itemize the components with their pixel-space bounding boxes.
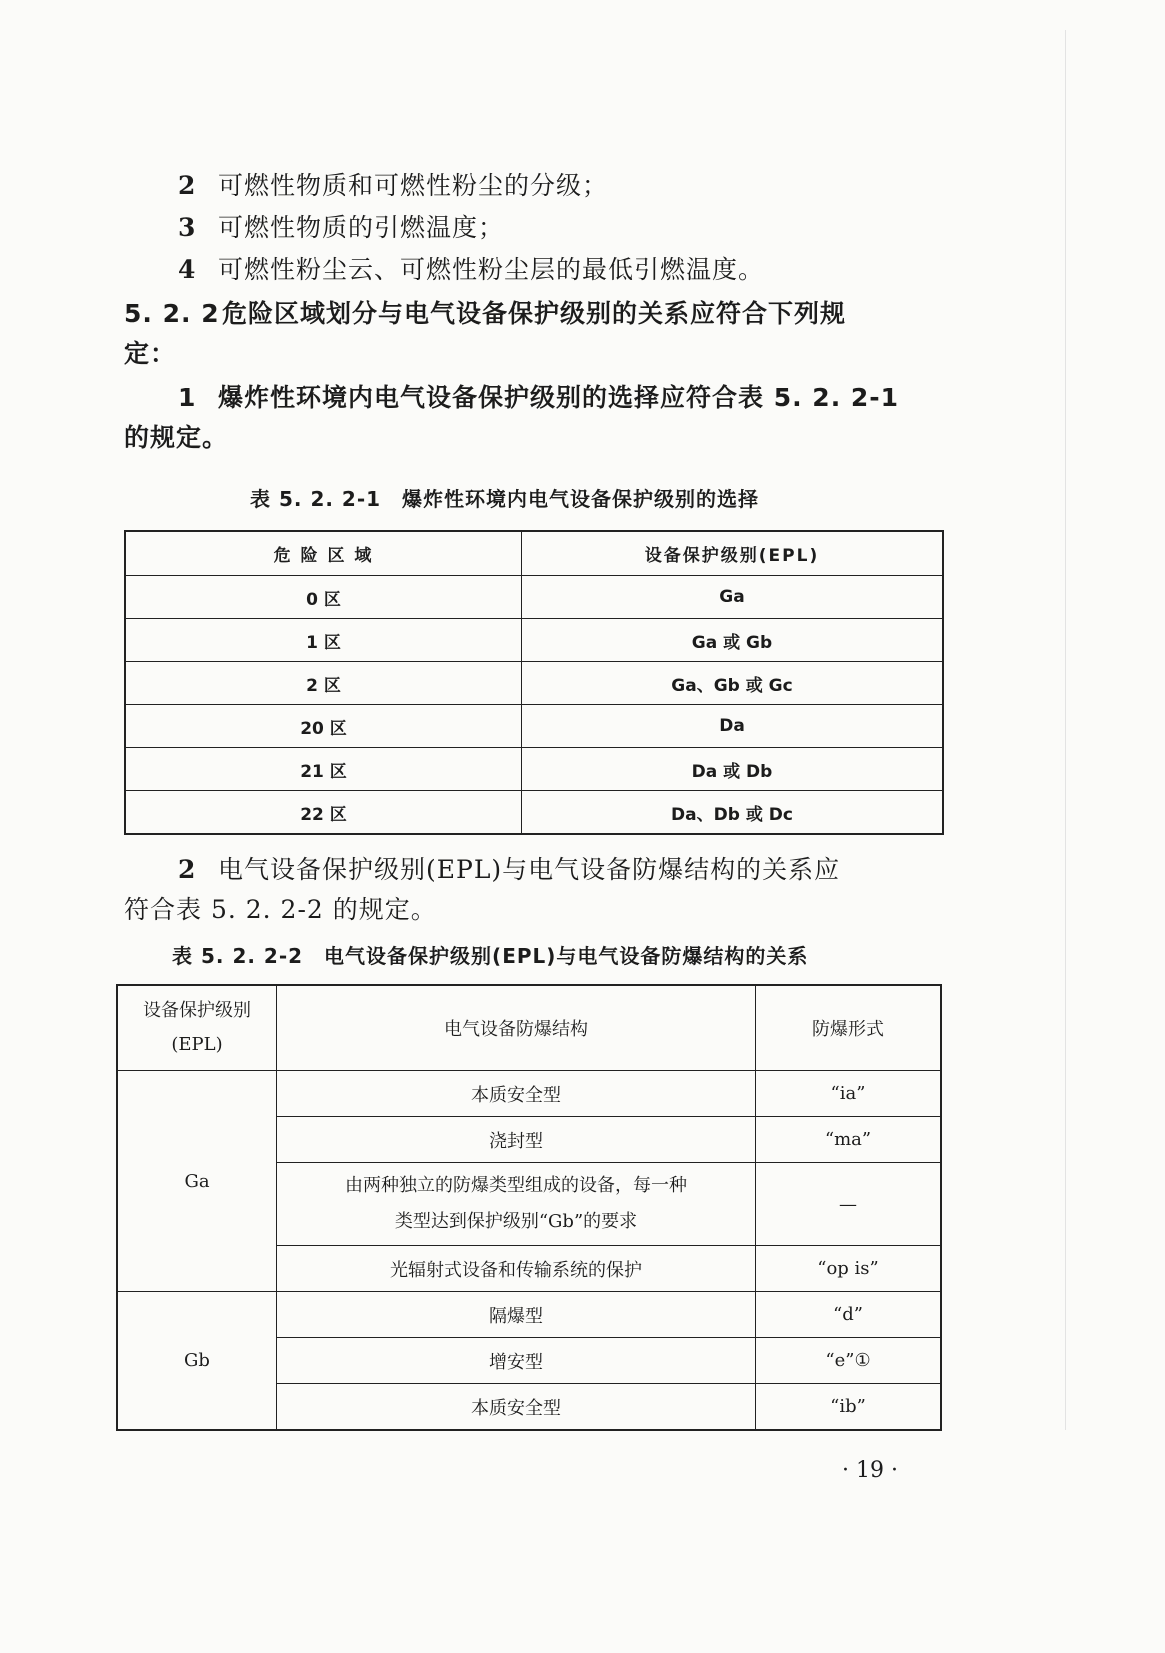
item-2: 2 电气设备保护级别(EPL)与电气设备防爆结构的关系应 [178,855,841,884]
table-row: 21 区 Da 或 Db [125,748,943,791]
item-1-cont: 的规定。 [124,423,229,452]
section-heading-cont: 定： [124,339,177,368]
table-row: 光辐射式设备和传输系统的保护 “op is” [117,1246,941,1292]
table-row: 增安型 “e”① [117,1338,941,1384]
page-number: · 19 · [842,1458,898,1483]
header-zone: 危 险 区 域 [125,531,522,576]
table-row: 22 区 Da、Db 或 Dc [125,791,943,835]
table-1-caption: 表 5. 2. 2-1 爆炸性环境内电气设备保护级别的选择 [250,487,760,511]
header-structure: 电气设备防爆结构 [277,985,756,1071]
table-2-caption: 表 5. 2. 2-2 电气设备保护级别(EPL)与电气设备防爆结构的关系 [172,944,809,968]
list-item: 4 可燃性粉尘云、可燃性粉尘层的最低引燃温度。 [178,255,765,284]
table-row: Ga 本质安全型 “ia” [117,1071,941,1117]
list-item: 3 可燃性物质的引燃温度； [178,213,505,242]
table-row: 0 区 Ga [125,576,943,619]
list-item: 2 可燃性物质和可燃性粉尘的分级； [178,171,609,200]
table-row: 浇封型 “ma” [117,1117,941,1163]
table-row: 1 区 Ga 或 Gb [125,619,943,662]
epl-ga: Ga [117,1071,277,1292]
table-row: 20 区 Da [125,705,943,748]
table-row: 2 区 Ga、Gb 或 Gc [125,662,943,705]
table-header-row [125,531,943,576]
table-1 [124,530,944,835]
table-row: 本质安全型 “ib” [117,1384,941,1431]
item-2-cont: 符合表 5. 2. 2-2 的规定。 [124,895,437,924]
table-header-row [117,985,941,1071]
item-1: 1 爆炸性环境内电气设备保护级别的选择应符合表 5. 2. 2-1 [178,383,900,412]
epl-gb: Gb [117,1292,277,1431]
section-heading: 5. 2. 2危险区域划分与电气设备保护级别的关系应符合下列规 [124,299,847,328]
table-2 [116,984,942,1431]
header-epl: 设备保护级别(EPL) [522,531,944,576]
header-form: 防爆形式 [756,985,942,1071]
scan-edge-line [1065,30,1066,1430]
header-epl: 设备保护级别 (EPL) [117,985,277,1071]
table-row: 由两种独立的防爆类型组成的设备，每一种 类型达到保护级别“Gb”的要求 — [117,1163,941,1246]
table-row: Gb 隔爆型 “d” [117,1292,941,1338]
